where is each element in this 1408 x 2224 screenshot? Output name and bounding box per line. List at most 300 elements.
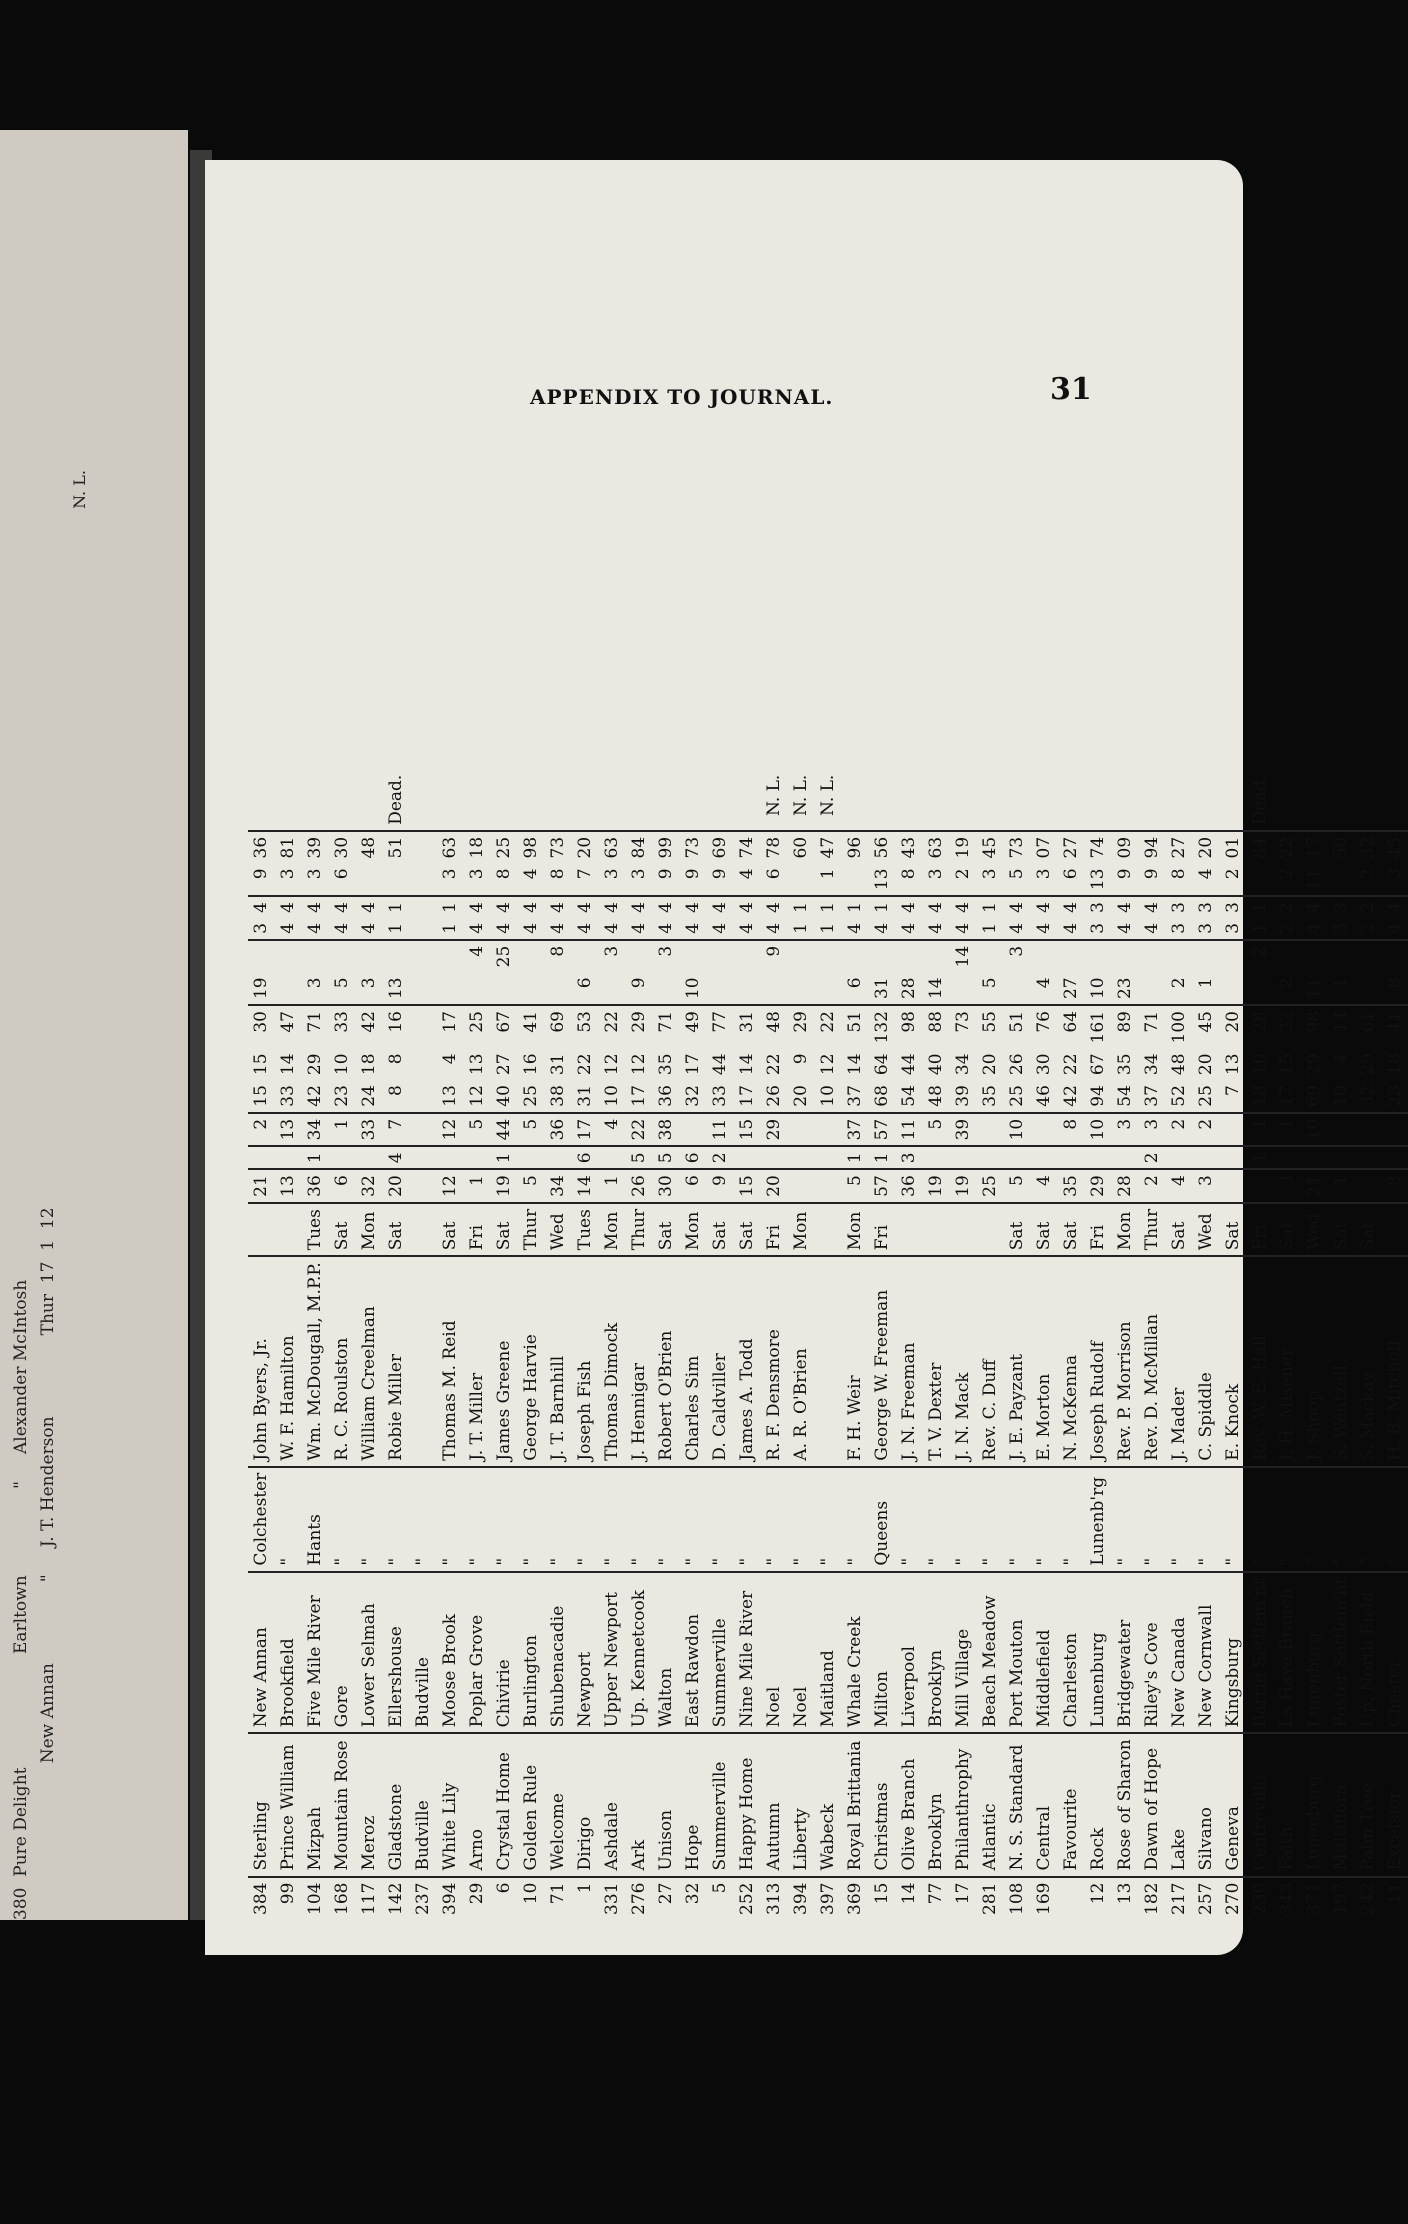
table-cell: 4 <box>1058 896 1085 918</box>
table-cell: 5 <box>842 1169 869 1203</box>
table-cell: White Lily <box>437 1733 464 1876</box>
table-cell: 4 <box>305 922 325 934</box>
table-cell <box>923 1203 950 1256</box>
table-cell: Sat <box>707 1203 734 1256</box>
table-cell: 4 <box>950 896 977 918</box>
table-cell: 242 <box>1355 1877 1382 1920</box>
table-cell: Sat <box>437 1203 464 1256</box>
table-cell: Wed <box>1193 1203 1220 1256</box>
table-cell: 34 <box>1142 1053 1162 1076</box>
table-cell: 29 <box>464 1877 491 1920</box>
table-cell: 3 <box>1193 896 1220 918</box>
table-cell: Five Mile River <box>302 1572 329 1734</box>
table-cell: 197 <box>1328 1877 1355 1920</box>
table-cell: 42 <box>1061 1085 1081 1107</box>
table-cell: 19 <box>491 1169 518 1203</box>
table-cell: 27 <box>1166 831 1193 864</box>
table-cell <box>464 972 491 1005</box>
table-cell <box>1247 863 1274 896</box>
table-cell: 4 <box>1115 922 1135 934</box>
table-cell: 73 <box>680 831 707 864</box>
table-cell: New Canada <box>1166 1572 1193 1734</box>
table-cell: 6 <box>491 1877 518 1920</box>
table-cell <box>1328 770 1355 831</box>
table-cell <box>410 1005 437 1048</box>
table-cell: Robie Miller <box>383 1256 410 1466</box>
table-cell: Brooklyn <box>923 1733 950 1876</box>
table-cell: 16 <box>383 1005 410 1048</box>
table-cell: 26 <box>764 1085 784 1107</box>
table-cell: 4 <box>440 1053 460 1065</box>
table-cell: Sat <box>1031 1203 1058 1256</box>
table-cell: 29 <box>1358 1053 1378 1076</box>
table-cell <box>572 770 599 831</box>
table-cell: James Greene <box>491 1256 518 1466</box>
table-cell: 8 <box>1169 868 1189 880</box>
table-row <box>1004 770 1031 1920</box>
table-cell: " <box>1274 1467 1301 1572</box>
table-cell <box>1328 940 1355 973</box>
table-cell: 51 <box>1004 1005 1031 1048</box>
table-cell: Golden Rule <box>518 1733 545 1876</box>
table-cell: Sat <box>1355 1203 1382 1256</box>
table-cell <box>707 770 734 831</box>
table-cell: 5 <box>464 1113 491 1147</box>
table-cell: 3 <box>1196 922 1216 934</box>
table-cell: Ashdale <box>599 1733 626 1876</box>
table-cell: Atlantic <box>977 1733 1004 1876</box>
table-cell <box>383 940 410 973</box>
table-cell: Noel <box>761 1572 788 1734</box>
table-cell: 40 <box>926 1053 946 1076</box>
table-cell: 4 <box>548 922 568 934</box>
table-cell <box>707 940 734 973</box>
table-cell: Sat <box>653 1203 680 1256</box>
table-cell: 4 <box>626 896 653 918</box>
left-row: New Annan " J. T. Henderson Thur 17 1 12 <box>38 1207 58 1764</box>
table-cell <box>491 770 518 831</box>
table-cell: N. L. <box>818 774 838 816</box>
table-cell: Lower Selmah <box>356 1572 383 1734</box>
table-cell: 98 <box>1301 1005 1328 1048</box>
table-cell: Fri <box>464 1203 491 1256</box>
table-cell: Rev. C. Duff <box>977 1256 1004 1466</box>
table-cell: 371 <box>1301 1877 1328 1920</box>
table-cell: 2 <box>707 1146 734 1169</box>
table-row <box>734 770 761 1920</box>
table-cell: 3 <box>1223 922 1243 934</box>
table-cell <box>842 940 869 973</box>
table-cell <box>815 940 842 973</box>
table-cell: 17 <box>437 1005 464 1048</box>
table-cell <box>842 770 869 831</box>
table-cell: Multiflora <box>1328 1733 1355 1876</box>
table-cell: N. L. <box>791 774 811 816</box>
table-cell: 47 <box>815 831 842 864</box>
table-cell <box>1355 972 1382 1005</box>
table-cell: Summerville <box>707 1733 734 1876</box>
table-cell: 22 <box>599 1005 626 1048</box>
table-cell: Christmas <box>869 1733 896 1876</box>
table-cell: 42 <box>305 1085 325 1107</box>
table-cell: 4 <box>737 868 757 880</box>
table-cell: 4 <box>1112 896 1139 918</box>
table-cell <box>896 940 923 973</box>
table-cell: 13 <box>872 868 892 891</box>
table-cell: 78 <box>761 831 788 864</box>
table-row <box>1166 770 1193 1920</box>
table-cell <box>707 972 734 1005</box>
table-cell: Dead. <box>386 774 406 825</box>
table-cell <box>437 770 464 831</box>
table-cell <box>1193 940 1220 973</box>
table-cell: 104 <box>302 1877 329 1920</box>
table-cell: 1 <box>1247 896 1274 918</box>
table-cell <box>437 1146 464 1169</box>
table-cell: Sat <box>383 1203 410 1256</box>
table-cell: 182 <box>1139 1877 1166 1920</box>
table-cell: 20 <box>791 1085 811 1107</box>
table-cell: Chester <box>1382 1572 1408 1734</box>
table-cell: La Have Branch <box>1274 1572 1301 1734</box>
table-cell: 1 <box>791 922 811 934</box>
table-cell <box>1058 1146 1085 1169</box>
table-cell: 13 <box>275 1169 302 1203</box>
table-cell <box>1166 940 1193 973</box>
table-cell <box>788 940 815 973</box>
table-cell: 3 <box>1220 896 1247 918</box>
table-cell: 3 <box>1088 922 1108 934</box>
table-cell: 4 <box>491 896 518 918</box>
table-cell: 10 <box>818 1085 838 1107</box>
table-cell: " <box>1328 1467 1355 1572</box>
table-cell: Queens <box>869 1467 896 1572</box>
table-cell: Mill Village <box>950 1572 977 1734</box>
table-row <box>1274 770 1301 1920</box>
table-row <box>896 770 923 1920</box>
table-cell <box>923 1146 950 1169</box>
table-row <box>1031 770 1058 1920</box>
table-cell: 20 <box>383 1169 410 1203</box>
table-cell: 98 <box>896 1005 923 1048</box>
table-cell: Charles Sim <box>680 1256 707 1466</box>
table-cell: 1 <box>1247 1113 1274 1147</box>
table-cell: 22 <box>626 1113 653 1147</box>
table-cell: Olive Branch <box>896 1733 923 1876</box>
table-cell: 4 <box>275 896 302 918</box>
table-cell: 35 <box>1058 1169 1085 1203</box>
table-cell <box>464 1146 491 1169</box>
table-cell: Up. Kennetcook <box>626 1572 653 1734</box>
table-row <box>437 770 464 1920</box>
table-cell: 35 <box>980 1085 1000 1107</box>
table-cell: 31 <box>872 977 892 1000</box>
table-cell <box>626 940 653 973</box>
table-cell: 4 <box>710 922 730 934</box>
table-cell: " <box>950 1467 977 1572</box>
table-cell: 34 <box>953 1053 973 1076</box>
table-row <box>1058 770 1085 1920</box>
table-cell <box>950 770 977 831</box>
table-cell: Tues <box>302 1203 329 1256</box>
table-cell: Tues <box>572 1203 599 1256</box>
table-cell: 1 <box>386 922 406 934</box>
table-cell: Budville <box>410 1733 437 1876</box>
table-cell <box>1220 1113 1247 1147</box>
table-cell <box>410 770 437 831</box>
table-cell: Happy Home <box>734 1733 761 1876</box>
table-cell: Arno <box>464 1733 491 1876</box>
table-cell <box>761 1146 788 1169</box>
table-cell: 17 <box>1301 831 1328 864</box>
table-cell: 27 <box>653 1877 680 1920</box>
table-cell <box>437 940 464 973</box>
table-cell: 1 <box>818 868 838 880</box>
table-cell: 20 <box>980 1053 1000 1076</box>
table-cell: Rev. W. E. Hall <box>1247 1256 1274 1466</box>
table-cell: 1 <box>980 922 1000 934</box>
page-number: 31 <box>1050 372 1092 407</box>
table-cell: 13 <box>1223 1053 1243 1076</box>
table-cell: 63 <box>437 831 464 864</box>
table-cell: Noel <box>788 1572 815 1734</box>
table-cell <box>734 1146 761 1169</box>
table-cell: Meroz <box>356 1733 383 1876</box>
table-row <box>1247 770 1274 1920</box>
table-cell: 55 <box>977 1005 1004 1048</box>
table-cell: 4 <box>653 896 680 918</box>
table-cell: 161 <box>1085 1005 1112 1048</box>
table-cell: 4 <box>1061 922 1081 934</box>
table-cell: 21 <box>248 1169 275 1203</box>
table-cell: Centreville <box>1247 1733 1274 1876</box>
table-cell: 25 <box>464 1005 491 1048</box>
table-cell: Lunenb'rg <box>1085 1467 1112 1572</box>
table-cell: Sat <box>491 1203 518 1256</box>
table-cell <box>950 1203 977 1256</box>
table-cell: " <box>1220 1467 1247 1572</box>
table-cell <box>1355 1169 1382 1203</box>
table-cell: 1 <box>1331 977 1351 989</box>
table-cell <box>410 863 437 896</box>
table-cell: 22 <box>1061 1053 1081 1076</box>
table-cell: 71 <box>653 1005 680 1048</box>
table-cell: 33 <box>278 1085 298 1107</box>
table-cell: Autumn <box>761 1733 788 1876</box>
table-cell <box>410 831 437 864</box>
table-cell: 29 <box>788 1005 815 1048</box>
table-cell: 4 <box>737 922 757 934</box>
table-cell: 89 <box>1112 1005 1139 1048</box>
table-cell <box>410 1256 437 1466</box>
table-cell: 4 <box>1304 922 1324 934</box>
table-cell: 3 <box>602 868 622 880</box>
table-cell: Sat <box>1004 1203 1031 1256</box>
table-row <box>1193 770 1220 1920</box>
table-cell: Wm. McDougall, M.P.P. <box>302 1256 329 1466</box>
table-cell: 10 <box>1085 1113 1112 1147</box>
table-cell: J. T. Miller <box>464 1256 491 1466</box>
table-cell: Philanthrophy <box>950 1733 977 1876</box>
table-cell: Maitland <box>815 1572 842 1734</box>
table-cell: Central <box>1031 1733 1058 1876</box>
table-cell <box>788 972 815 1005</box>
table-cell: 6 <box>572 1146 599 1169</box>
table-cell <box>1031 940 1058 973</box>
table-cell: Joseph Rudolf <box>1085 1256 1112 1466</box>
table-cell: " <box>329 1467 356 1572</box>
table-cell: " <box>680 1467 707 1572</box>
table-cell <box>491 972 518 1005</box>
table-row <box>977 770 1004 1920</box>
table-cell: " <box>1355 1467 1382 1572</box>
table-cell: 12 <box>467 1085 487 1107</box>
table-cell <box>950 1146 977 1169</box>
table-cell: 4 <box>599 896 626 918</box>
table-cell <box>815 1203 842 1256</box>
table-cell: Mountain Rose <box>329 1733 356 1876</box>
table-cell: 2 <box>1274 896 1301 918</box>
table-cell: " <box>437 1467 464 1572</box>
table-cell <box>734 972 761 1005</box>
table-cell <box>1301 940 1328 973</box>
table-cell: 394 <box>437 1877 464 1920</box>
table-cell <box>518 972 545 1005</box>
table-cell: 50 <box>1328 831 1355 864</box>
table-cell <box>1382 940 1408 973</box>
table-row <box>410 770 437 1920</box>
table-cell: 22 <box>815 1005 842 1048</box>
table-row <box>950 770 977 1920</box>
table-cell: 57 <box>869 1169 896 1203</box>
table-cell: H. B. Mitchell <box>1382 1256 1408 1466</box>
table-cell: 5 <box>980 977 1000 989</box>
table-cell <box>815 1256 842 1466</box>
table-cell: Kingsburg <box>1220 1572 1247 1734</box>
table-cell: " <box>1031 1467 1058 1572</box>
table-cell: S. Wentzell <box>1328 1256 1355 1466</box>
table-row <box>1139 770 1166 1920</box>
table-cell <box>977 770 1004 831</box>
table-cell: 29 <box>1085 1169 1112 1203</box>
table-cell: 3 <box>629 868 649 880</box>
table-cell: 17 <box>737 1085 757 1107</box>
table-cell: 1 <box>491 1146 518 1169</box>
table-cell: Brooklyn <box>923 1572 950 1734</box>
table-cell: 67 <box>491 1005 518 1048</box>
table-cell: 10 <box>1331 1085 1351 1107</box>
table-cell: 3 <box>359 977 379 989</box>
table-cell: 11 <box>1304 977 1324 1000</box>
table-cell: New Annan <box>248 1572 275 1734</box>
table-cell: 48 <box>761 1005 788 1048</box>
table-cell: 1 <box>1274 1113 1301 1147</box>
table-cell: 2 <box>1193 1113 1220 1147</box>
table-cell <box>1004 1146 1031 1169</box>
table-cell: Newport <box>572 1572 599 1734</box>
table-cell: 25 <box>977 1169 1004 1203</box>
table-cell: " <box>815 1467 842 1572</box>
table-cell: 10 <box>1250 1053 1270 1076</box>
table-cell: 15 <box>251 1085 271 1107</box>
table-cell: 20 <box>1196 1053 1216 1076</box>
table-cell: 36 <box>656 1085 676 1107</box>
table-cell: 2 <box>1355 896 1382 918</box>
table-cell <box>626 770 653 831</box>
table-cell: 8 <box>1382 1169 1408 1203</box>
table-cell: 10 <box>1088 977 1108 1000</box>
table-cell <box>1247 1169 1274 1203</box>
table-cell: 12 <box>602 1053 622 1076</box>
table-cell: 9 <box>761 940 788 973</box>
table-cell <box>1112 1146 1139 1169</box>
table-cell: 63 <box>923 831 950 864</box>
table-cell <box>572 940 599 973</box>
table-cell: 81 <box>275 831 302 864</box>
table-cell: J. E. Payzant <box>1004 1256 1031 1466</box>
table-cell: E. Morton <box>1031 1256 1058 1466</box>
table-cell: 3 <box>926 868 946 880</box>
table-cell: Welcome <box>545 1733 572 1876</box>
table-cell: 4 <box>356 896 383 918</box>
table-cell: 32 <box>356 1169 383 1203</box>
table-cell: 32 <box>1358 1085 1378 1107</box>
table-cell: 168 <box>329 1877 356 1920</box>
table-cell: Upper Newport <box>599 1572 626 1734</box>
table-cell: 13 <box>1088 868 1108 891</box>
table-cell: 98 <box>518 831 545 864</box>
table-cell: 18 <box>359 1053 379 1076</box>
table-cell: 1 <box>599 1169 626 1203</box>
table-cell: 3 <box>305 868 325 880</box>
table-cell: Sat <box>1328 1203 1355 1256</box>
table-cell: " <box>788 1467 815 1572</box>
table-cell: Lunenburg <box>1085 1572 1112 1734</box>
table-cell: Chivirie <box>491 1572 518 1734</box>
table-row <box>383 770 410 1920</box>
table-cell: Lake <box>1166 1733 1193 1876</box>
table-cell: 14 <box>896 1877 923 1920</box>
table-cell: 4 <box>707 896 734 918</box>
table-cell <box>923 770 950 831</box>
table-cell: 76 <box>1031 1005 1058 1048</box>
table-cell: 3 <box>251 922 271 934</box>
table-cell: " <box>464 1467 491 1572</box>
table-cell: 3 <box>1274 1169 1301 1203</box>
table-cell <box>653 972 680 1005</box>
table-cell: 4 <box>521 922 541 934</box>
table-cell: 1 <box>1247 1146 1274 1169</box>
table-cell: 1 <box>788 896 815 918</box>
table-cell: 4 <box>953 922 973 934</box>
table-cell: East Rawdon <box>680 1572 707 1734</box>
table-cell <box>1301 1146 1328 1169</box>
table-cell: Crystal Home <box>491 1733 518 1876</box>
table-cell: 3 <box>980 868 1000 880</box>
table-cell: 9 <box>629 977 649 989</box>
table-cell: 257 <box>1193 1877 1220 1920</box>
table-cell: 117 <box>356 1877 383 1920</box>
table-cell: Wed <box>1301 1203 1328 1256</box>
table-cell: 8 <box>386 1053 406 1065</box>
table-cell: Gore <box>329 1572 356 1734</box>
table-cell: 17 <box>950 1877 977 1920</box>
table-cell <box>1085 1146 1112 1169</box>
table-cell <box>545 1146 572 1169</box>
table-cell: Beach Meadow <box>977 1572 1004 1734</box>
table-cell: Mon <box>356 1203 383 1256</box>
table-cell <box>869 940 896 973</box>
